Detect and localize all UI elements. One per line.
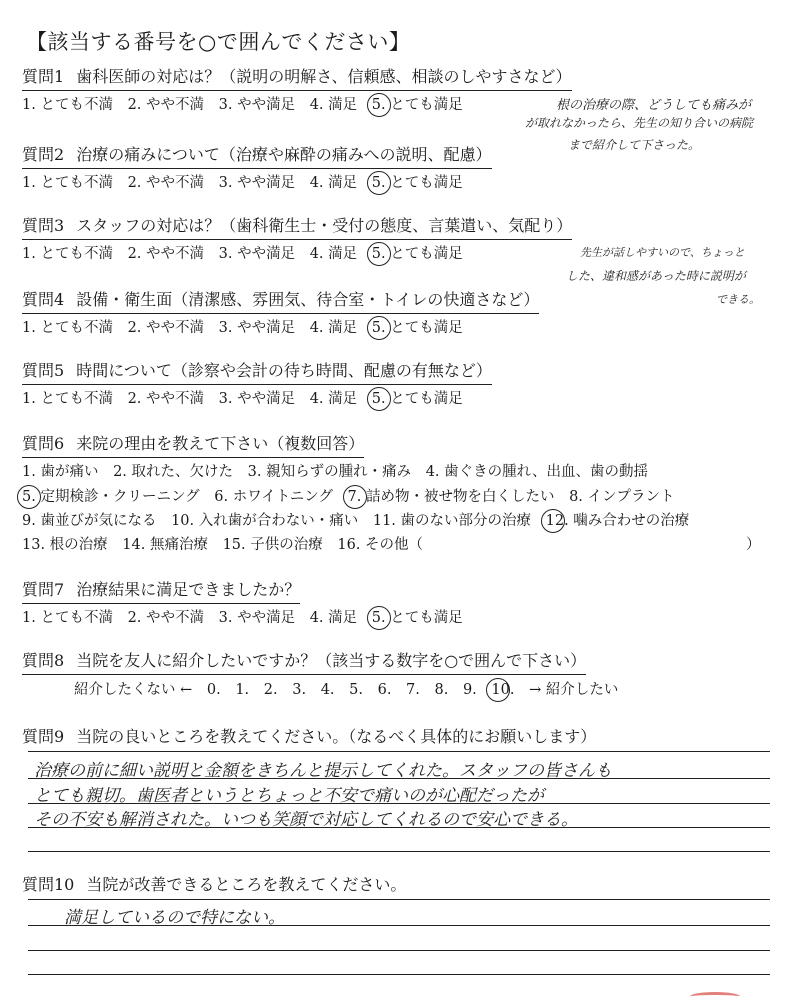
question-text: 治療結果に満足できましたか？	[76, 580, 301, 599]
option-3[interactable]: 3. やや満足	[218, 246, 296, 262]
option-4[interactable]: 4. 歯ぐきの腫れ、出血、歯の動揺	[425, 464, 648, 480]
question-3	[22, 213, 572, 263]
option-5-selected[interactable]: 5. 定期検診・クリーニング	[22, 489, 200, 505]
option-10[interactable]: 10. 入れ歯が合わない・痛い	[171, 513, 359, 529]
handwritten-note: が取れなかったら、先生の知り合いの病院	[525, 116, 754, 130]
q8-scale	[74, 678, 628, 699]
option-7-selected[interactable]: 7. 詰め物・被せ物を白くしたい	[347, 489, 555, 505]
answer-options	[22, 606, 473, 627]
answer-options	[22, 316, 539, 337]
option-2[interactable]: 2. やや不満	[127, 97, 205, 113]
scale-4[interactable]: 4.	[320, 682, 335, 698]
question-label: 質問9	[22, 727, 65, 746]
handwritten-note: 根の治療の際、どうしても痛みが	[556, 98, 752, 113]
question-text: 歯科医師の対応は？（説明の明解さ、信頼感、相談のしやすさなど）	[76, 67, 572, 86]
option-3[interactable]: 3. やや満足	[218, 97, 296, 113]
option-1[interactable]: 1. とても不満	[22, 610, 113, 626]
handwritten-note: 先生が話しやすいので、ちょっと	[580, 246, 745, 259]
handwritten-note: できる。	[716, 293, 760, 306]
option-1[interactable]: 1. 歯が痛い	[22, 464, 99, 480]
option-3[interactable]: 3. やや満足	[218, 610, 296, 626]
answer-options	[22, 242, 572, 263]
option-9[interactable]: 9. 歯並びが気になる	[22, 513, 157, 529]
question-10	[22, 872, 406, 895]
page-title: 【該当する番号を○で囲んでください】	[26, 30, 411, 54]
option-13[interactable]: 13. 根の治療	[22, 537, 108, 553]
option-4[interactable]: 4. 満足	[309, 610, 358, 626]
question-label: 質問5	[22, 361, 65, 380]
answer-line	[28, 899, 770, 900]
option-2[interactable]: 2. 取れた、欠けた	[113, 464, 234, 480]
option-5-selected[interactable]: 5. とても満足	[371, 97, 463, 113]
option-3[interactable]: 3. やや満足	[218, 175, 296, 191]
scale-1[interactable]: 1.	[235, 682, 250, 698]
answer-line	[28, 974, 770, 975]
q6-options-row-3	[22, 509, 699, 530]
option-14[interactable]: 14. 無痛治療	[122, 537, 208, 553]
question-9	[22, 724, 596, 747]
option-4[interactable]: 4. 満足	[309, 175, 358, 191]
option-2[interactable]: 2. やや不満	[127, 246, 205, 262]
other-close-bracket: ）	[746, 537, 761, 553]
option-5-selected[interactable]: 5. とても満足	[371, 391, 463, 407]
answer-line	[28, 950, 770, 951]
question-label: 質問6	[22, 434, 65, 453]
option-11[interactable]: 11. 歯のない部分の治療	[372, 513, 532, 529]
question-label: 質問1	[22, 67, 65, 86]
scale-5[interactable]: 5.	[349, 682, 363, 698]
scale-9[interactable]: 9.	[462, 682, 477, 698]
option-2[interactable]: 2. やや不満	[127, 610, 205, 626]
scale-8[interactable]: 8.	[434, 682, 449, 698]
option-8[interactable]: 8. インプラント	[569, 489, 675, 505]
question-5	[22, 358, 492, 408]
answer-text: 満足しているので特にない。	[64, 908, 285, 928]
option-4[interactable]: 4. 満足	[309, 320, 358, 336]
option-3[interactable]: 3. やや満足	[218, 391, 296, 407]
option-4[interactable]: 4. 満足	[309, 97, 358, 113]
answer-text: 治療の前に細い説明と金額をきちんと提示してくれた。スタッフの皆さんも	[34, 761, 612, 781]
question-label: 質問2	[22, 145, 65, 164]
option-5-selected[interactable]: 5. とても満足	[371, 175, 463, 191]
question-8	[22, 648, 586, 675]
question-2	[22, 142, 492, 192]
option-4[interactable]: 4. 満足	[309, 391, 358, 407]
scale-right-label: → 紹介したい	[529, 682, 619, 698]
answer-line	[28, 778, 770, 779]
question-text: 来院の理由を教えて下さい（複数回答）	[76, 434, 365, 453]
option-5-selected[interactable]: 5. とても満足	[371, 610, 463, 626]
option-6[interactable]: 6. ホワイトニング	[214, 489, 333, 505]
answer-options	[22, 171, 492, 192]
question-text: 当院が改善できるところを教えてください。	[86, 875, 407, 894]
answer-line	[28, 925, 770, 926]
question-text: 当院の良いところを教えてください。（なるべく具体的にお願いします）	[76, 727, 597, 746]
question-label: 質問7	[22, 580, 65, 599]
question-text: 当院を友人に紹介したいですか？（該当する数字を○で囲んで下さい）	[76, 651, 587, 670]
question-text: 設備・衛生面（清潔感、雰囲気、待合室・トイレの快適さなど）	[76, 290, 540, 309]
question-label: 質問3	[22, 216, 65, 235]
q6-options-row-2	[22, 485, 685, 506]
q6-options-row-1	[22, 460, 658, 481]
option-3[interactable]: 3. やや満足	[218, 320, 296, 336]
option-2[interactable]: 2. やや不満	[127, 391, 205, 407]
answer-line	[28, 751, 770, 752]
question-label: 質問10	[22, 875, 75, 894]
question-7	[22, 577, 473, 627]
question-1	[22, 64, 572, 114]
option-1[interactable]: 1. とても不満	[22, 246, 113, 262]
option-2[interactable]: 2. やや不満	[127, 175, 205, 191]
option-5-selected[interactable]: 5. とても満足	[371, 246, 463, 262]
option-4[interactable]: 4. 満足	[309, 246, 358, 262]
option-15[interactable]: 15. 子供の治療	[222, 537, 323, 553]
question-text: 治療の痛みについて（治療や麻酔の痛みへの説明、配慮）	[76, 145, 492, 164]
scale-left-label: 紹介したくない ←	[74, 682, 193, 698]
q6-options-row-4	[22, 533, 433, 554]
question-label: 質問4	[22, 290, 65, 309]
option-5-selected[interactable]: 5. とても満足	[371, 320, 463, 336]
option-1[interactable]: 1. とても不満	[22, 391, 113, 407]
scale-3[interactable]: 3.	[292, 682, 307, 698]
option-1[interactable]: 1. とても不満	[22, 320, 113, 336]
question-text: 時間について（診察や会計の待ち時間、配慮の有無など）	[76, 361, 492, 380]
question-text: スタッフの対応は？（歯科衛生士・受付の態度、言葉遣い、気配り）	[76, 216, 573, 235]
option-1[interactable]: 1. とても不満	[22, 97, 113, 113]
scale-6[interactable]: 6.	[377, 682, 392, 698]
option-2[interactable]: 2. やや不満	[127, 320, 205, 336]
question-label: 質問8	[22, 651, 65, 670]
answer-line	[28, 803, 770, 804]
handwritten-note: した、違和感があった時に説明が	[566, 269, 746, 283]
option-12-selected[interactable]: 12. 噛み合わせの治療	[545, 513, 690, 529]
handwritten-note: まで紹介して下さった。	[568, 138, 701, 152]
answer-options	[22, 93, 572, 114]
scale-7[interactable]: 7.	[406, 682, 420, 698]
stamp-mark	[690, 992, 740, 1001]
answer-line	[28, 851, 770, 852]
answer-line	[28, 827, 770, 828]
answer-options	[22, 387, 492, 408]
answer-text: とても親切。歯医者というとちょっと不安で痛いのが心配だったが	[34, 786, 544, 806]
scale-10-selected[interactable]: 10.	[491, 682, 515, 698]
answer-text: その不安も解消された。いつも笑顔で対応してくれるので安心できる。	[34, 810, 578, 830]
option-1[interactable]: 1. とても不満	[22, 175, 113, 191]
question-6	[22, 431, 364, 458]
scale-2[interactable]: 2.	[263, 682, 278, 698]
option-16[interactable]: 16. その他（	[337, 537, 424, 553]
scale-0[interactable]: 0.	[206, 682, 221, 698]
question-4	[22, 287, 539, 337]
option-3[interactable]: 3. 親知らずの腫れ・痛み	[247, 464, 412, 480]
